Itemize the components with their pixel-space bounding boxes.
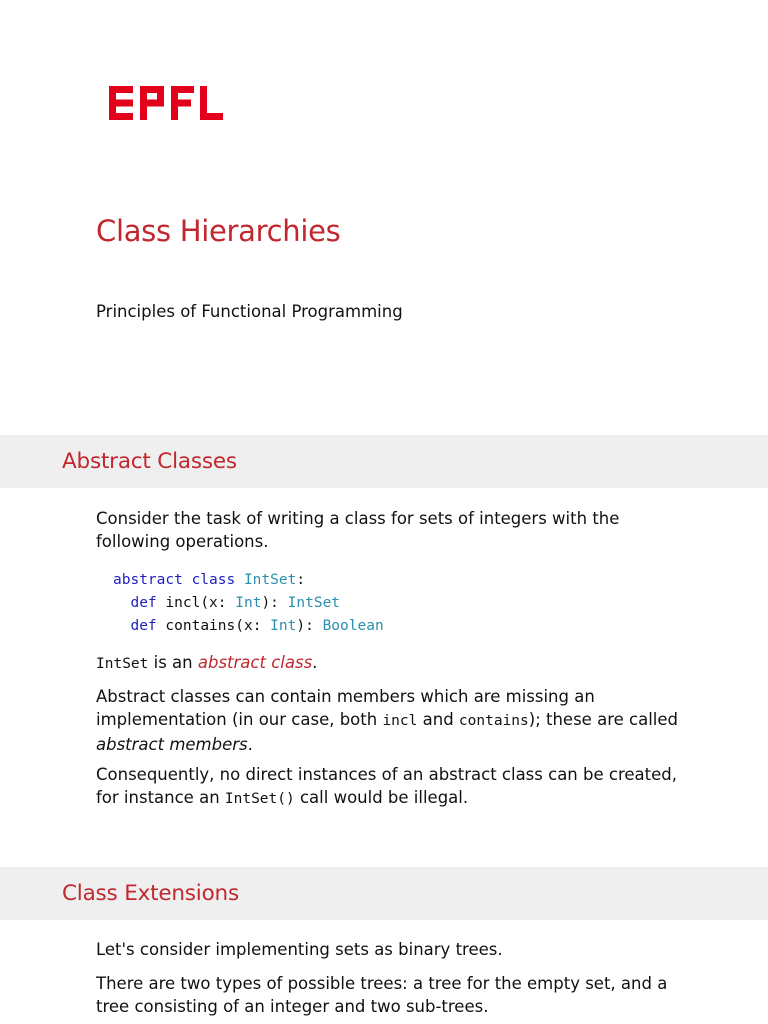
paragraph-intro: Consider the task of writing a class for sets of integers with the following operations. bbox=[96, 509, 620, 551]
page-title: Class Hierarchies bbox=[96, 214, 341, 248]
section-heading: Class Extensions bbox=[62, 881, 239, 906]
paragraph-tree-types: There are two types of possible trees: a tree for the empty set, and a tree consisting of an integer and two sub-trees. bbox=[96, 974, 668, 1016]
paragraph-abstract-members: Abstract classes can contain members which are missing an implementation (in our case, both incl and contains); these are called abstract members. bbox=[96, 687, 678, 754]
code-line-1: abstract class IntSet: bbox=[113, 572, 306, 588]
paragraph-abstract-class: IntSet is an abstract class. bbox=[96, 653, 318, 672]
code-block bbox=[113, 569, 384, 638]
section-heading: Abstract Classes bbox=[62, 449, 237, 474]
code-line-3: def contains(x: Int): Boolean bbox=[130, 618, 384, 634]
section-header-class-extensions bbox=[0, 867, 768, 920]
epfl-logo bbox=[109, 86, 223, 120]
section-header-abstract-classes bbox=[0, 435, 768, 488]
paragraph-no-instances: Consequently, no direct instances of an abstract class can be created, for instance an IntSet() call would be illegal. bbox=[96, 765, 677, 807]
paragraph-binary-trees: Let's consider implementing sets as binary trees. bbox=[96, 940, 503, 959]
code-line-2: def incl(x: Int): IntSet bbox=[130, 595, 341, 611]
page-subtitle: Principles of Functional Programming bbox=[96, 302, 403, 321]
